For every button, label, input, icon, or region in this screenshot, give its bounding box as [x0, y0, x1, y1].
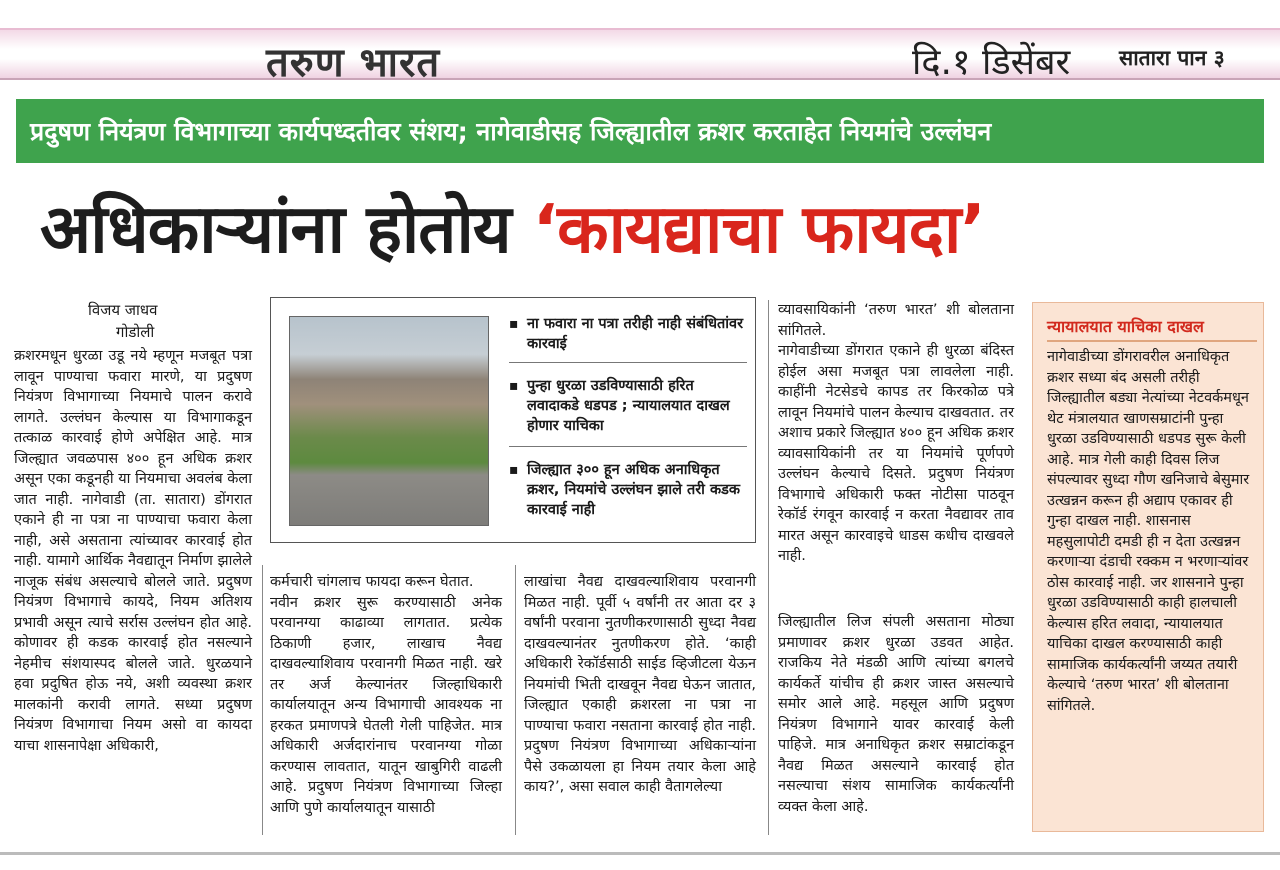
highlight-divider	[509, 362, 747, 363]
headline	[40, 180, 1260, 290]
article-column-3: लाखांचा नैवद्य दाखवल्याशिवाय परवानगी मिळत नाही. पूर्वी ५ वर्षांनी तर आता दर ३ वर्षांनी परवाना नुतणीकरणासाठी सुध्दा नैवद्य दाखवल्यानंतर नुतणीकरण होते. ‘काही अधिकारी रेकॉर्डसाठी साईड व्हिजीटला येऊन नियमांची भिती दाखवून नैवद्य घेऊन जातात, जिल्ह्यात एकाही क्रशरला ना पत्रा ना पाण्याचा फवारा नसताना कारवाई होत नाही. प्रदुषण नियंत्रण विभागाच्या अधिकाऱ्यांना पैसे उकळायला हा नियम तयार केला आहे काय?’, असा सवाल काही वैतागलेल्या	[524, 574, 756, 795]
article-column-2: कर्मचारी चांगलाच फायदा करून घेतात. नवीन क्रशर सुरू करण्यासाठी अनेक परवानग्या काढाव्या लागतात. प्रत्येक ठिकाणी हजार, लाखाच नैवद्य दाखवल्याशिवाय परवानगी मिळत नाही. खरे तर अर्ज केल्यानंतर जिल्हाधिकारी कार्यालयातून अन्य विभागाची आवश्यक ना हरकत प्रमाणपत्रे घेतली गेली पाहिजेत. मात्र अधिकारी अर्जदारांनाच परवानग्या गोळा करण्यास लावतात, यातून खाबुगिरी वाढली आहे. प्रदुषण नियंत्रण विभागाच्या जिल्हा आणि पुणे कार्यालयातून यासाठी	[270, 574, 502, 816]
photo-highlight-box	[270, 297, 756, 543]
column-divider	[768, 300, 769, 835]
byline-author: विजय जाधव	[88, 301, 158, 319]
sidebar-box	[1032, 302, 1264, 832]
headline-part-2: ‘कायद्याचा फायदा’	[532, 190, 985, 268]
newspaper-name: तरुण भारत	[266, 40, 441, 86]
article-column-4a: व्यावसायिकांनी ‘तरुण भारत’ शी बोलताना सांगितले. नागेवाडीच्या डोंगरात एकाने ही धुरळा बंदिस्त होईल असा मजबूत पत्रा लावलेला नाही. काहींनी नेटसेडचे कापड तर किरकोळ पत्रे लावून नियमांचे पालन केल्याच दाखवतात. तर अशाच प्रकारे जिल्ह्यात ४०० हून अधिक क्रशर व्यावसायिकांनी तर या नियमांचे पूर्णपणे उल्लंघन केल्याचे दिसते. प्रदुषण नियंत्रण विभागाचे अधिकारी फक्त नोटीसा पाठवून रेकॉर्ड रंगवून कारवाई न करता नैवद्यावर ताव मारत असून कारवाइचे धाडस कधीच दाखवले नाही.	[778, 302, 1014, 564]
masthead-band	[0, 28, 1280, 80]
article-column-4b: जिल्ह्यातील लिज संपली असताना मोठ्या प्रमाणावर क्रशर धुरळा उडवत आहेत. राजकिय नेते मंडळी आणि त्यांच्या बगलचे कार्यकर्ते यांचीच ही क्रशर जास्त असल्याचे समोर आले आहे. महसूल आणि प्रदुषण नियंत्रण विभागाने यावर कारवाई केली पाहिजे. मात्र अनाधिकृत क्रशर सम्राटांकडून नैवद्य मिळत असल्याने कारवाई होत नसल्याचा संशय सामाजिक कार्यकर्त्यांनी व्यक्त केला आहे.	[778, 614, 1014, 815]
byline-place: गोडोली	[116, 323, 155, 341]
sidebar-title: न्यायालयात याचिका दाखल	[1047, 315, 1257, 342]
article-column-1: क्रशरमधून धुरळा उडू नये म्हणून मजबूत पत्रा लावून पाण्याचा फवारा मारणे, या प्रदुषण नियंत्रण विभागाच्या नियमाचे पालन करावे लागते. उल्लंघन केल्यास या विभागाकडून तत्काळ कारवाई होणे अपेक्षित आहे. मात्र जिल्ह्यात जवळपास ४०० हून अधिक क्रशर असून एका कडूनही या नियमाचा अवलंब केला जात नाही. नागेवाडी (ता. सातारा) डोंगरात एकाने ही ना पत्रा ना पाण्याचा फवारा केला नाही, असे असताना त्यांच्यावर कारवाई होत नाही. यामागे आर्थिक नैवद्यातून निर्माण झालेले नाजूक संबंध असल्याचे बोलले जाते. प्रदुषण नियंत्रण विभागाचे कायदे, नियम अतिशय प्रभावी असून त्याचे सर्रास उल्लंघन होत आहे. कोणावर ही कडक कारवाई होत नसल्याने नेहमीच संशयास्पद बोलले जाते. धुरळयाने हवा प्रदुषित होऊ नये, अशी व्यवस्था क्रशर मालकांनी करावी लागते. सध्या प्रदुषण नियंत्रण विभागाचा नियम असो वा कायदा याचा शासनापेक्षा अधिकारी,	[14, 348, 252, 754]
column-divider	[515, 565, 516, 835]
edition-page: सातारा पान ३	[1119, 46, 1225, 70]
highlight-item: ▪ जिल्ह्यात ३०० हून अधिक अनाधिकृत क्रशर, नियमांचे उल्लंघन झाले तरी कडक कारवाई नाही	[509, 460, 749, 520]
kicker-banner: प्रदुषण नियंत्रण विभागाच्या कार्यपध्दतीवर संशय; नागेवाडीसह जिल्ह्यातील क्रशर करताहेत नियमांचे उल्लंघन	[16, 99, 1264, 163]
issue-date: दि.१ डिसेंबर	[912, 42, 1071, 83]
highlight-item: ▪ ना फवारा ना पत्रा तरीही नाही संबंधितांवर कारवाई	[509, 314, 749, 354]
sidebar-body: नागेवाडीच्या डोंगरावरील अनाधिकृत क्रशर सध्या बंद असली तरीही जिल्ह्यातील बड्या नेत्यांच्या नेटवर्कमधून थेट मंत्रालयात खाणसम्राटांनी पुन्हा धुरळा उडविण्यासाठी धडपड सुरू केली आहे. मात्र गेली काही दिवस लिज संपल्यावर सुध्दा गौण खनिजाचे बेसुमार उत्खन्नन करून ही अद्याप एकावर ही गुन्हा दाखल नाही. शासनास महसुलापोटी दमडी ही न देता उत्खन्नन करणाऱ्या दंडाची रक्कम न भरणाऱ्यांवर ठोस कारवाई नाही. जर शासनाने पुन्हा धुरळा उडविण्यासाठी काही हालचाली केल्यास हरित लवादा, न्यायालयात याचिका दाखल करण्यासाठी काही सामाजिक कार्यकर्त्यांनी जय्यत तयारी केल्याचे ‘तरुण भारत’ शी बोलताना सांगितले.	[1047, 349, 1250, 714]
crusher-site-photo	[289, 316, 489, 526]
highlight-divider	[509, 446, 747, 447]
highlight-item: ▪ पुन्हा धुरळा उडविण्यासाठी हरित लवादाकडे धडपड ; न्यायालयात दाखल होणार याचिका	[509, 376, 749, 436]
headline-part-1: अधिकाऱ्यांना होतोय	[40, 190, 511, 268]
bottom-rule	[0, 852, 1280, 855]
column-divider	[262, 565, 263, 835]
